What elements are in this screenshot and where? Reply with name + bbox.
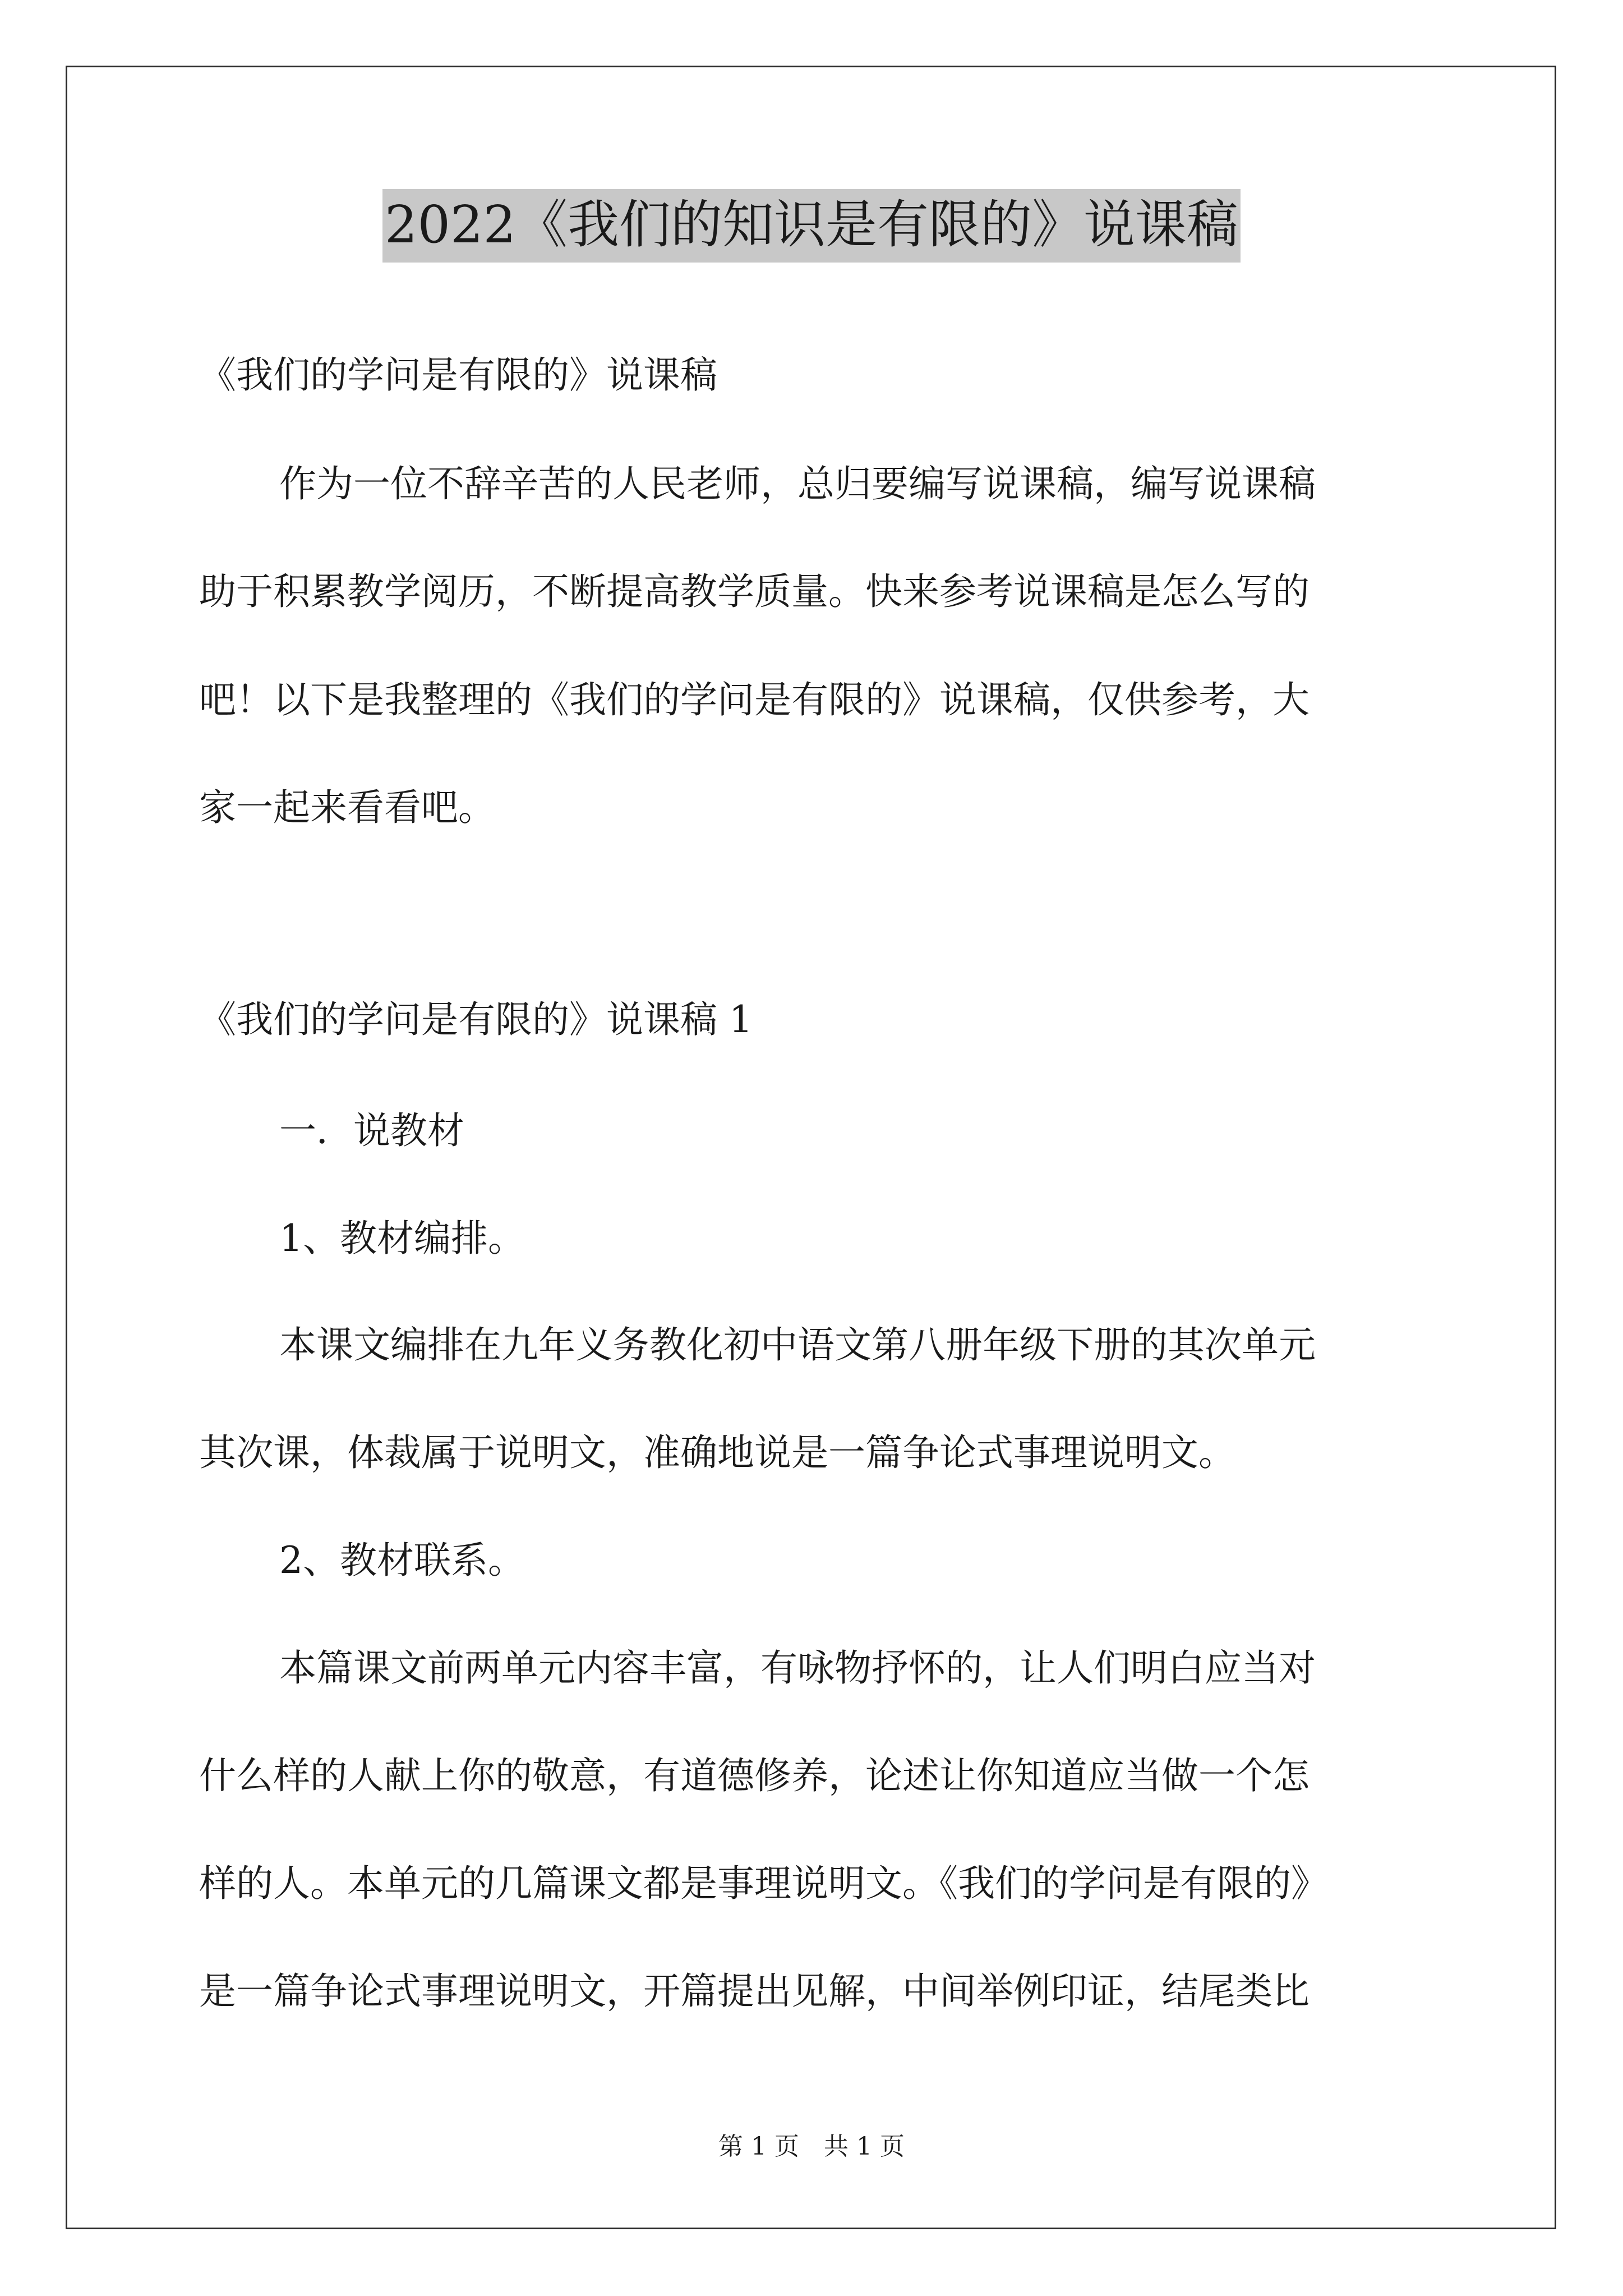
paragraph-line: 家一起来看看吧。 [199, 786, 495, 829]
subsection-heading: 一．说教材 [279, 1109, 464, 1152]
subsection-heading: 1、教材编排。 [279, 1217, 525, 1260]
subsection-heading: 2、教材联系。 [279, 1539, 525, 1582]
page-footer: 第 1 页 共 1 页 [718, 2132, 905, 2161]
paragraph-line: 吧！以下是我整理的《我们的学问是有限的》说课稿，仅供参考，大 [199, 678, 1310, 721]
paragraph-line: 作为一位不辞辛苦的人民老师，总归要编写说课稿，编写说课稿 [279, 462, 1316, 505]
section-heading: 《我们的学问是有限的》说课稿 1 [199, 998, 753, 1041]
paragraph-line: 样的人。本单元的几篇课文都是事理说明文。《我们的学问是有限的》 [199, 1862, 1328, 1905]
paragraph-line: 本篇课文前两单元内容丰富，有咏物抒怀的，让人们明白应当对 [279, 1646, 1316, 1690]
paragraph-line: 本课文编排在九年义务教化初中语文第八册年级下册的其次单元 [279, 1323, 1316, 1366]
paragraph-line: 助于积累教学阅历，不断提高教学质量。快来参考说课稿是怎么写的 [199, 570, 1310, 613]
paragraph-line: 什么样的人献上你的敬意，有道德修养，论述让你知道应当做一个怎 [199, 1754, 1310, 1797]
paragraph-line: 其次课，体裁属于说明文，准确地说是一篇争论式事理说明文。 [199, 1431, 1235, 1474]
document-title-text: 2022《我们的知识是有限的》说课稿 [382, 189, 1241, 263]
paragraph-line: 是一篇争论式事理说明文，开篇提出见解，中间举例印证，结尾类比 [199, 1970, 1310, 2013]
subtitle-line: 《我们的学问是有限的》说课稿 [199, 353, 717, 397]
document-title [0, 195, 1623, 255]
